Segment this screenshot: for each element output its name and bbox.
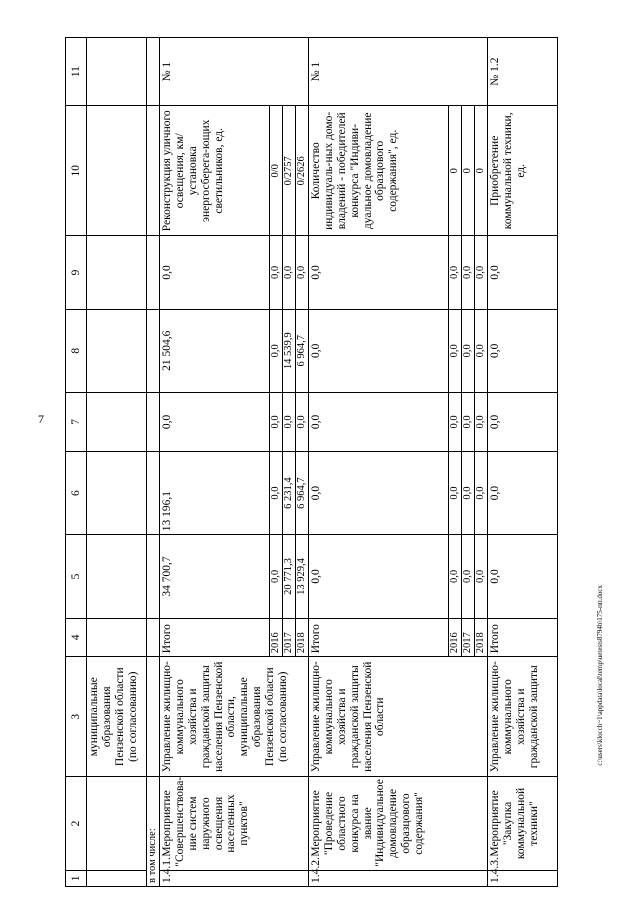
value-c8: 0,0 bbox=[449, 309, 462, 392]
value-total: 0,0 bbox=[270, 535, 283, 618]
col-header-6: 6 bbox=[66, 451, 87, 534]
value-c8: 0,0 bbox=[488, 309, 558, 392]
indicator: Количество индивидуаль-ных домо-владений - победителей конкурса "Индиви-дуальное домовладение образцового содержания", ед. bbox=[309, 106, 449, 236]
in-total-label: в том числе: bbox=[147, 777, 160, 887]
value-c10: 0 bbox=[449, 106, 462, 236]
value-total: 0,0 bbox=[309, 535, 449, 618]
in-total-row bbox=[147, 38, 160, 887]
value-total: 0,0 bbox=[488, 535, 558, 618]
table-row bbox=[309, 38, 449, 887]
year-cell: 2016 bbox=[449, 618, 462, 657]
value-c10: 0/2757 bbox=[283, 106, 296, 236]
value-c8: 0,0 bbox=[309, 309, 449, 392]
value-c7: 0,0 bbox=[462, 392, 475, 451]
rotated-document-page bbox=[65, 37, 575, 887]
value-c9: 0,0 bbox=[475, 236, 488, 309]
program-activities-table bbox=[65, 37, 558, 887]
activity-name: Мероприятие "Закупка коммунальной техники" bbox=[488, 777, 558, 871]
value-total: 0,0 bbox=[449, 535, 462, 618]
value-c9: 0,0 bbox=[283, 236, 296, 309]
value-c7: 0,0 bbox=[160, 392, 270, 451]
value-c6: 0,0 bbox=[475, 451, 488, 534]
year-cell: 2018 bbox=[475, 618, 488, 657]
continuation-row bbox=[87, 38, 147, 887]
value-c6: 6 231,4 bbox=[283, 451, 296, 534]
target-ref: № 1 bbox=[160, 38, 309, 106]
value-c7: 0,0 bbox=[488, 392, 558, 451]
value-c6: 6 964,7 bbox=[296, 451, 309, 534]
value-c10: 0/2626 bbox=[296, 106, 309, 236]
indicator: Приобретение коммунальной техники, ед. bbox=[488, 106, 558, 236]
value-c10: 0 bbox=[462, 106, 475, 236]
value-c7: 0,0 bbox=[270, 392, 283, 451]
col-header-3: 3 bbox=[66, 657, 87, 777]
executor: Управление жилищно-коммунального хозяйства и гражданской защиты населения Пензенской области, муниципальные образования Пензенской области (по согласованию) bbox=[160, 657, 309, 777]
value-c9: 0,0 bbox=[309, 236, 449, 309]
value-c8: 0,0 bbox=[475, 309, 488, 392]
year-cell: 2016 bbox=[270, 618, 283, 657]
row-number: 1.4.3. bbox=[488, 870, 558, 886]
row-number: 1.4.1. bbox=[160, 870, 309, 886]
value-c7: 0,0 bbox=[309, 392, 449, 451]
value-c6: 0,0 bbox=[462, 451, 475, 534]
col-header-10: 10 bbox=[66, 106, 87, 236]
table-row bbox=[160, 38, 270, 887]
value-c9: 0,0 bbox=[270, 236, 283, 309]
continuation-executor: муниципальные образования Пензенской области (по согласованию) bbox=[87, 657, 147, 777]
activity-name: Мероприятие "Совершенствова-ние систем наружного освещения населенных пунктов" bbox=[160, 777, 309, 871]
value-c6: 0,0 bbox=[488, 451, 558, 534]
value-c7: 0,0 bbox=[283, 392, 296, 451]
indicator: Реконструкция уличного освещения, км/установка энергосберега-ющих светильников, ед. bbox=[160, 106, 270, 236]
col-header-2: 2 bbox=[66, 777, 87, 871]
value-c8: 21 504,6 bbox=[160, 309, 270, 392]
col-header-4: 4 bbox=[66, 618, 87, 657]
activity-name: Мероприятие "Проведение областного конкурса на звание "Индивидуальное домовладение образцового содержания" bbox=[309, 777, 488, 871]
col-header-11: 11 bbox=[66, 38, 87, 106]
value-c9: 0,0 bbox=[449, 236, 462, 309]
value-c9: 0,0 bbox=[296, 236, 309, 309]
value-c10: 0/0 bbox=[270, 106, 283, 236]
executor: Управление жилищно-коммунального хозяйства и гражданской защиты населения Пензенской области bbox=[309, 657, 488, 777]
col-header-7: 7 bbox=[66, 392, 87, 451]
year-cell: Итого bbox=[488, 618, 558, 657]
value-c6: 0,0 bbox=[449, 451, 462, 534]
table-row bbox=[488, 38, 558, 887]
value-c8: 0,0 bbox=[462, 309, 475, 392]
value-total: 0,0 bbox=[475, 535, 488, 618]
col-header-8: 8 bbox=[66, 309, 87, 392]
value-c9: 0,0 bbox=[488, 236, 558, 309]
year-cell: Итого bbox=[160, 618, 270, 657]
year-cell: 2017 bbox=[283, 618, 296, 657]
col-header-1: 1 bbox=[66, 870, 87, 886]
value-c7: 0,0 bbox=[296, 392, 309, 451]
value-total: 0,0 bbox=[462, 535, 475, 618]
value-total: 34 700,7 bbox=[160, 535, 270, 618]
value-c6: 13 196,1 bbox=[160, 451, 270, 534]
value-c6: 0,0 bbox=[270, 451, 283, 534]
page-number: 7 bbox=[38, 412, 44, 426]
col-header-9: 9 bbox=[66, 236, 87, 309]
target-ref: № 1 bbox=[309, 38, 488, 106]
value-c9: 0,0 bbox=[160, 236, 270, 309]
row-number: 1.4.2. bbox=[309, 870, 488, 886]
value-total: 13 929,4 bbox=[296, 535, 309, 618]
value-c7: 0,0 bbox=[449, 392, 462, 451]
col-header-5: 5 bbox=[66, 535, 87, 618]
year-cell: 2018 bbox=[296, 618, 309, 657]
executor: Управление жилищно-коммунального хозяйства и гражданской защиты bbox=[488, 657, 558, 777]
footer-file-path: c:\users\klocch~1\appdata\local\temp\uetests8794b\175-пп.docx bbox=[596, 585, 604, 766]
year-cell: 2017 bbox=[462, 618, 475, 657]
value-total: 20 771,3 bbox=[283, 535, 296, 618]
year-cell: Итого bbox=[309, 618, 449, 657]
value-c9: 0,0 bbox=[462, 236, 475, 309]
value-c10: 0 bbox=[475, 106, 488, 236]
value-c6: 0,0 bbox=[309, 451, 449, 534]
column-number-row bbox=[66, 38, 87, 887]
value-c8: 6 964,7 bbox=[296, 309, 309, 392]
value-c8: 0,0 bbox=[270, 309, 283, 392]
value-c8: 14 539,9 bbox=[283, 309, 296, 392]
value-c7: 0,0 bbox=[475, 392, 488, 451]
target-ref: № 1.2 bbox=[488, 38, 558, 106]
